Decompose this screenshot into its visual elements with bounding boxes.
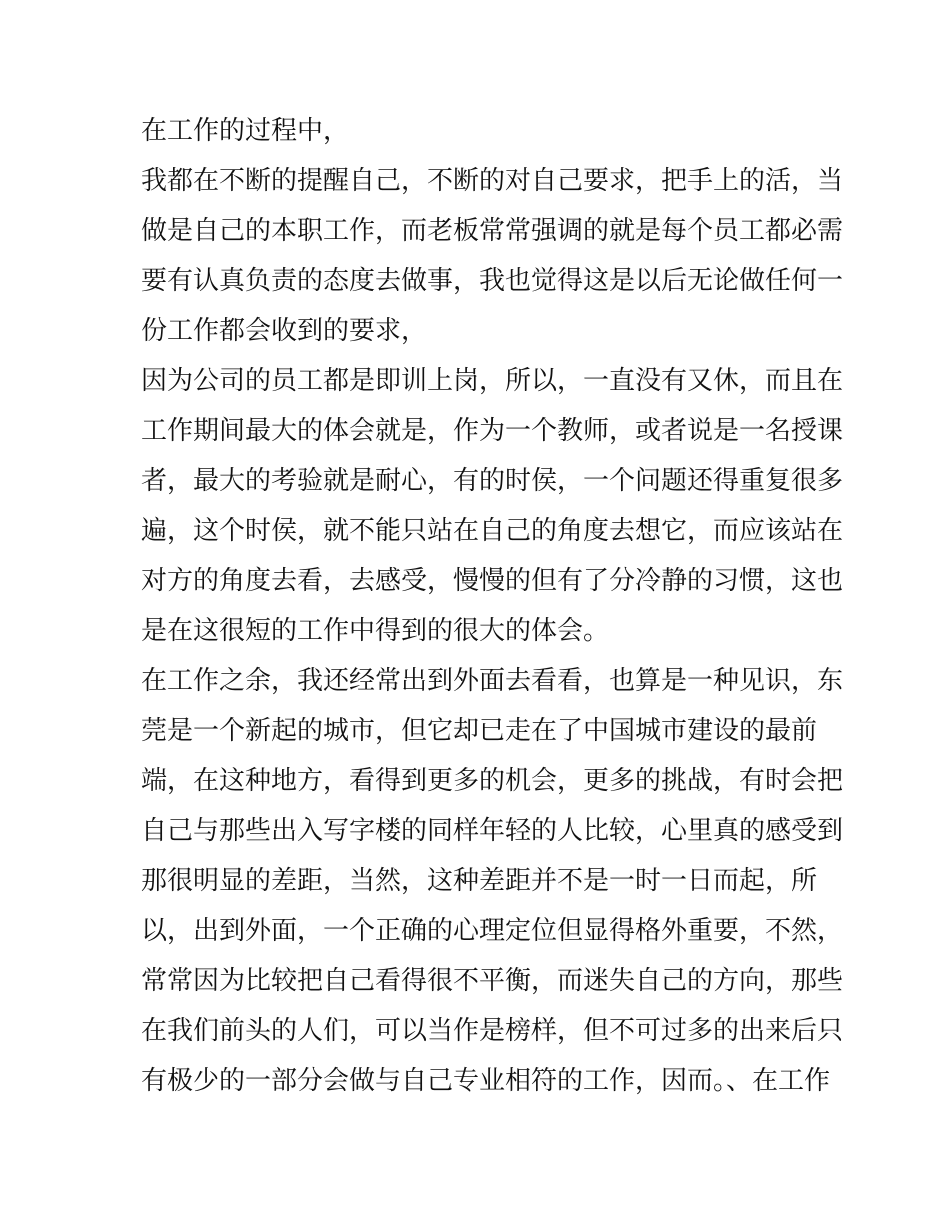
text-line: 有极少的一部分会做与自己专业相符的工作，因而。、在工作 — [141, 1066, 831, 1096]
text-line: 对方的角度去看，去感受，慢慢的但有了分冷静的习惯，这也 — [141, 566, 844, 596]
text-line: 因为公司的员工都是即训上岗，所以，一直没有又休，而且在 — [141, 366, 844, 396]
text-line: 遍，这个时侯，就不能只站在自己的角度去想它，而应该站在 — [141, 516, 844, 546]
text-line: 常常因为比较把自己看得很不平衡，而迷失自己的方向，那些 — [141, 966, 844, 996]
text-line: 工作期间最大的体会就是，作为一个教师，或者说是一名授课 — [141, 416, 844, 446]
text-line: 在工作之余，我还经常出到外面去看看，也算是一种见识，东 — [141, 666, 844, 696]
text-line: 端，在这种地方，看得到更多的机会，更多的挑战，有时会把 — [141, 766, 844, 796]
text-line: 在工作的过程中， — [141, 116, 350, 146]
text-line: 在我们前头的人们，可以当作是榜样，但不可过多的出来后只 — [141, 1016, 844, 1046]
text-line: 份工作都会收到的要求， — [141, 316, 428, 346]
text-line: 要有认真负责的态度去做事，我也觉得这是以后无论做任何一 — [141, 266, 844, 296]
document-body — [141, 106, 844, 1106]
text-line: 自己与那些出入写字楼的同样年轻的人比较，心里真的感受到 — [141, 816, 844, 846]
text-line: 者，最大的考验就是耐心，有的时侯，一个问题还得重复很多 — [141, 466, 844, 496]
text-line: 以，出到外面，一个正确的心理定位但显得格外重要，不然， — [141, 916, 844, 946]
text-line: 那很明显的差距，当然，这种差距并不是一时一日而起，所 — [141, 866, 818, 896]
text-line: 做是自己的本职工作，而老板常常强调的就是每个员工都必需 — [141, 216, 844, 246]
text-line: 是在这很短的工作中得到的很大的体会。 — [141, 616, 610, 646]
text-line: 我都在不断的提醒自己，不断的对自己要求，把手上的活，当 — [141, 166, 844, 196]
text-line: 莞是一个新起的城市，但它却已走在了中国城市建设的最前 — [141, 716, 818, 746]
